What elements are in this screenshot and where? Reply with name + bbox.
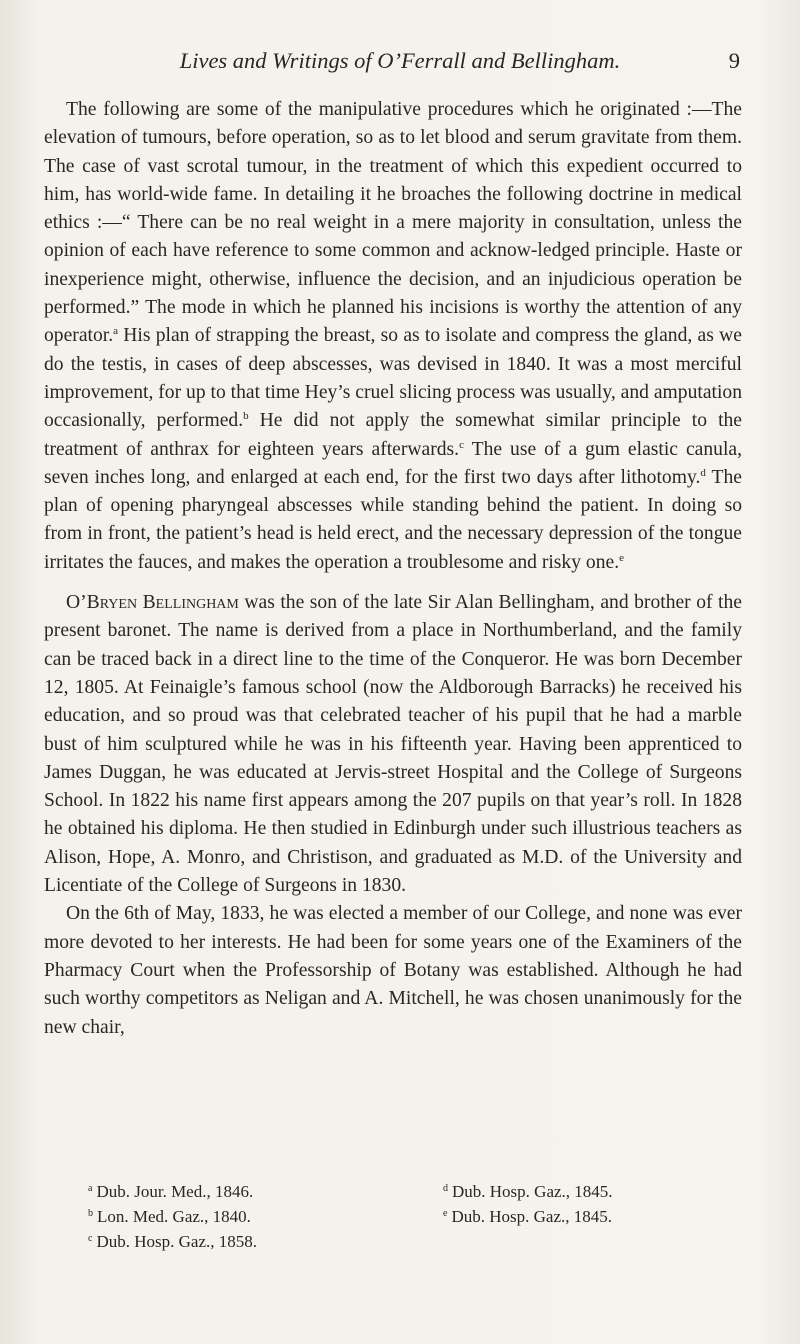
paragraph-text: The use of a gum elastic canula, seven inches long, and enlarged at each end, for the first two days after lithotomy.	[44, 438, 742, 488]
footnote-a	[88, 1178, 443, 1203]
footnote-ref-b: b	[243, 410, 249, 423]
footnote-mark: b	[88, 1208, 93, 1219]
footnote-ref-c: c	[459, 438, 464, 451]
footnote-row	[88, 1178, 688, 1203]
footnote-e	[443, 1203, 688, 1228]
running-header	[40, 48, 740, 74]
paragraph-procedures	[44, 96, 742, 577]
footnote-b	[88, 1203, 443, 1228]
footnote-mark: c	[88, 1233, 93, 1244]
footnote-ref-d: d	[700, 466, 706, 479]
footnote-mark: d	[443, 1183, 448, 1194]
paragraph-text: The following are some of the manipulative procedures which he originated :—The elevation of tumours, before operation, so as to let blood and serum gravitate from them. The case of vast scrotal tumour, in the treatment of which this expedient occurred to him, has world-wide fame. In detailing it he broaches the following doctrine in medical ethics :—“ There can be no real weight in a mere majority in consultation, unless the opinion of each have reference to some common and acknow-ledged principle. Haste or inexperience might, otherwise, influence the decision, and an injudicious operation be performed.” The mode in which he planned his incisions is worthy the attention of any operator.	[44, 99, 742, 347]
footnote-text: Dub. Jour. Med., 1846.	[96, 1182, 254, 1201]
subject-name: O’Bryen Bellingham	[66, 592, 239, 614]
footnote-text: Dub. Hosp. Gaz., 1845.	[452, 1182, 613, 1201]
paragraph-text: He did not apply the somewhat similar principle to the treatment of anthrax for eighteen years afterwards.	[44, 410, 743, 460]
paragraph-college	[44, 900, 742, 1041]
paragraph-text: The plan of opening pharyngeal abscesses while standing behind the patient. In doing so from in front, the patient’s head is held erect, and the necessary depression of the tongue irritates the fauces, and makes the operation a troublesome and risky one.	[44, 466, 742, 573]
footnote-mark: e	[443, 1208, 448, 1219]
footnote-mark: a	[88, 1183, 93, 1194]
paragraph-text: On the 6th of May, 1833, he was elected a member of our College, and none was ever more devoted to her interests. He had been for some years one of the Examiners of the Pharmacy Court when the Professorship of Botany was established. Although he had such worthy competitors as Neligan and A. Mitchell, he was chosen unanimously for the new chair,	[44, 903, 742, 1038]
running-title: Lives and Writings of O’Ferrall and Bellingham.	[179, 48, 621, 73]
footnote-row	[88, 1228, 688, 1253]
body-text	[44, 96, 742, 1042]
footnote-d	[443, 1178, 688, 1203]
footnote-ref-a: a	[113, 325, 118, 338]
paragraph-text: His plan of strapping the breast, so as to isolate and compress the gland, as we do the testis, in cases of deep abscesses, was devised in 1840. It was a most merciful improvement, for up to that time Hey’s cruel slicing process was usually, and amputation occasionally, performed.	[44, 325, 742, 432]
footnote-text: Lon. Med. Gaz., 1840.	[97, 1207, 251, 1226]
footnote-ref-e: e	[619, 551, 624, 564]
page-number: 9	[728, 48, 740, 73]
footnote-row	[88, 1203, 688, 1228]
footnote-c	[88, 1228, 443, 1253]
footnote-text: Dub. Hosp. Gaz., 1845.	[451, 1207, 612, 1226]
paragraph-text: was the son of the late Sir Alan Bellingham, and brother of the present baronet. The name is derived from a place in Northumberland, and the family can be traced back in a direct line to the time of the Conqueror. He was born December 12, 1805. At Feinaigle’s famous school (now the Aldborough Barracks) he received his education, and so proud was that celebrated teacher of his pupil that he had a marble bust of him sculptured while he was in his fifteenth year. Having been apprenticed to James Duggan, he was educated at Jervis-street Hospital and the College of Surgeons School. In 1822 his name first appears among the 207 pupils on that year’s roll. In 1828 he obtained his diploma. He then studied in Edinburgh under such illustrious teachers as Alison, Hope, A. Monro, and Christison, and graduated as M.D. of the University and Licentiate of the College of Surgeons in 1830.	[44, 592, 742, 897]
footnotes	[88, 1178, 688, 1253]
footnote-text: Dub. Hosp. Gaz., 1858.	[96, 1232, 257, 1251]
paragraph-biography	[44, 589, 742, 900]
